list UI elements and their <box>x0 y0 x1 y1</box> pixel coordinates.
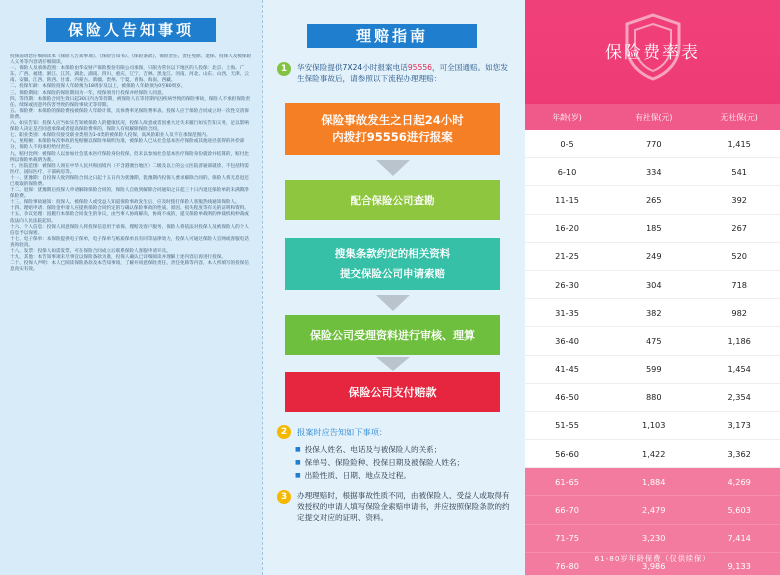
claims-intro-text <box>297 62 513 84</box>
table-cell: 1,422 <box>642 448 666 459</box>
notice-paragraph: 三、保险期间：本保险的保险期间为一年，续保须另行投保并经保险人同意。 <box>10 90 167 96</box>
flow-step-report <box>285 103 500 155</box>
premium-table-title: 保险费率表 <box>605 43 700 63</box>
table-cell: 1,454 <box>727 364 751 375</box>
step-number-badge: 3 <box>277 490 291 504</box>
notice-paragraph: 一、保险人及承保范围：本保险由华安财产保险股份有限公司承保，只限为常住以下地区的人投保：北京、上海、广东、广西、福建、浙江、江苏、湖北、湖南、四川、重庆、辽宁、吉林、黑龙江、河南、河北、山东、山西、天津、云南、安徽、江西、陕西、甘肃、内蒙古、新疆、贵州、宁夏、青海、海南、西藏。 <box>10 66 249 84</box>
table-cell: 16-20 <box>555 223 579 234</box>
table-row-renewal <box>525 468 780 496</box>
table-cell: 265 <box>645 194 662 205</box>
notice-paragraph: 七、职业类别：本保险仅接受职业类别为1-4类的被保险人投保，高风险职业人员不在承保范围内。 <box>10 133 211 139</box>
list-item: ■ 保单号、保险险种、投保日期及被保险人姓名； <box>295 456 513 469</box>
notice-paragraph: 八、免赔额：本保险每次事故的免赔额以保险单载明为准，被保险人已从社会基本医疗保险或其他途径获得的补偿部分，保险人不再承担给付责任。 <box>10 139 245 151</box>
table-cell: 1,884 <box>642 476 666 487</box>
flow-step-text: 搜集条款约定的相关资料 <box>334 248 451 260</box>
table-cell: 0-5 <box>560 138 574 149</box>
table-cell: 982 <box>731 307 747 318</box>
column-header: 无社保(元) <box>720 112 758 122</box>
table-row <box>525 130 780 158</box>
table-row <box>525 158 780 186</box>
renewal-footnote: 61-80岁年龄保费（仅供续保） <box>594 554 711 563</box>
table-row <box>525 412 780 440</box>
claims-guide-title: 理赔指南 <box>307 24 477 48</box>
notice-paragraph: 二十、投保人声明：本人已阅读保险条款及本告知事项，了解并同意保险责任、责任免除等内容，本人所填写的投保信息真实有效。 <box>10 261 249 273</box>
notice-paragraph: 十三、保险事故通知：投保人、被保险人或受益人知道保险事故发生后，应及时拨打保险人客服热线通知保险人。 <box>10 200 240 206</box>
claim-note-text: 办理理赔时，根据事故性质不同，由被保险人、受益人或取得有效授权的申请人填写保险金索赔申请书，并应按照保险条款的约定提交对应的证明、资料。 <box>297 491 510 522</box>
table-cell: 5,603 <box>727 505 751 516</box>
table-cell: 520 <box>731 251 747 262</box>
table-cell: 76-80 <box>555 561 579 572</box>
down-arrow-icon <box>376 160 410 176</box>
notice-column <box>0 0 262 575</box>
flow-step-text: 保险公司受理资料进行审核、理算 <box>310 329 475 342</box>
notice-paragraph: 五、保险费：本保险的保险费按被保险人年龄计算，具体费率见保险费率表。投保人应于保险合同成立时一次性交清保险费。 <box>10 108 249 120</box>
table-cell: 1,415 <box>727 138 751 149</box>
table-cell: 185 <box>645 223 662 234</box>
table-cell: 1,103 <box>642 420 666 431</box>
table-cell: 6-10 <box>557 166 577 177</box>
table-cell: 31-35 <box>555 307 579 318</box>
notice-paragraph: 十九、其他：本告知事项未尽事宜以保险条款为准，投保人确认已详细阅读并理解上述内容后再进行投保。 <box>10 255 226 261</box>
notice-paragraph: 四、等待期：本保险合同生效日起30日内为等待期，被保险人在等待期内因疾病导致的保险事故，保险人不承担保险责任。续保或因意外伤害导致的保险事故无等待期。 <box>10 96 251 108</box>
table-cell: 2,479 <box>642 505 666 516</box>
table-cell: 770 <box>645 138 662 149</box>
report-items <box>277 425 513 482</box>
table-row-renewal <box>525 496 780 524</box>
notice-paragraph: 六、如实告知：投保人应当如实告知被保险人的健康状况，投保人故意或者因重大过失未履行如实告知义务，足以影响保险人决定是否同意承保或者提高保险费率的，保险人有权解除保险合同。 <box>10 121 249 133</box>
table-cell: 1,186 <box>727 335 751 346</box>
flow-step-survey <box>285 180 500 220</box>
flow-step-collect <box>285 238 500 290</box>
table-cell: 21-25 <box>555 251 579 262</box>
table-row <box>525 440 780 468</box>
table-cell: 41-45 <box>555 364 579 375</box>
table-cell: 249 <box>645 251 662 262</box>
table-cell: 3,173 <box>727 420 751 431</box>
table-cell: 11-15 <box>555 194 579 205</box>
table-cell: 4,269 <box>727 476 751 487</box>
table-cell: 2,354 <box>727 392 751 403</box>
table-cell: 46-50 <box>555 392 579 403</box>
flow-step-text: 内拨打95556进行报案 <box>332 130 453 144</box>
column-header: 有社保(元) <box>635 112 673 122</box>
claims-intro <box>277 62 513 84</box>
table-cell: 392 <box>731 194 747 205</box>
notice-paragraph: 投保前请您仔细阅读本《保险人告知事项》、《保险告知书》、《保险条款》，保险责任、责任免除、退保、投保人及被保险人义务等内容请仔细阅读。 <box>10 54 252 66</box>
report-items-header <box>277 425 513 439</box>
table-cell: 475 <box>645 335 662 346</box>
table-cell: 61-65 <box>555 476 579 487</box>
notice-paragraph: 十六、个人信息：投保人同意保险人将投保信息用于承保、理赔及客户服务，保险人将依法对投保人及被保险人的个人信息予以保密。 <box>10 224 249 236</box>
table-row <box>525 299 780 327</box>
flow-step-text: 保险公司支付赔款 <box>348 386 437 399</box>
report-items-list <box>295 443 513 482</box>
table-cell: 7,414 <box>727 533 751 544</box>
table-cell: 382 <box>645 307 662 318</box>
table-cell: 267 <box>731 223 747 234</box>
premium-table <box>525 104 780 575</box>
table-cell: 71-75 <box>555 533 579 544</box>
table-cell: 3,986 <box>642 561 666 572</box>
table-cell: 51-55 <box>555 420 579 431</box>
down-arrow-icon <box>376 357 410 373</box>
table-cell: 36-40 <box>555 335 579 346</box>
column-header: 年龄(岁) <box>552 112 582 122</box>
intro-prefix: 华安保险提供7X24小时报案电话 <box>297 63 408 72</box>
table-row <box>525 186 780 214</box>
table-header-row <box>525 104 780 130</box>
list-item: ■ 出险性质、日期、地点及过程。 <box>295 469 513 482</box>
notice-paragraph: 十二、退保：犹豫期后投保人申请解除保险合同的，保险人自收到解除合同通知之日起三十日内退还保险单的未满期净保险费。 <box>10 188 249 200</box>
notice-paragraph: 十七、电子保单：本保险提供电子保单，电子保单与纸质保单具有同等法律效力，投保人可通过保险人官网或客服电话查询验真。 <box>10 236 249 248</box>
down-arrow-icon <box>376 295 410 311</box>
table-row-renewal <box>525 525 780 553</box>
table-cell: 541 <box>731 166 747 177</box>
notice-paragraph: 十四、理赔申请：保险金申请人应提供保险合同约定的与确认保险事故的性质、原因、损失程度等有关的证明和资料。 <box>10 206 249 212</box>
notice-paragraph: 二、投保年龄：本保险投保人年龄须为18周岁及以上，被保险人年龄须为0至80周岁。 <box>10 84 186 90</box>
step-number-badge: 2 <box>277 425 291 439</box>
premium-table-column <box>525 0 780 575</box>
table-row <box>525 215 780 243</box>
claim-note <box>277 490 515 523</box>
intro-suffix: ，可全国通赔。如您发生保险事故后，请参照以下流程办理理赔： <box>297 63 508 83</box>
table-row <box>525 327 780 355</box>
table-row <box>525 356 780 384</box>
hotline-number: 95556 <box>407 63 432 72</box>
table-cell: 599 <box>645 364 662 375</box>
table-cell: 880 <box>645 392 662 403</box>
table-cell: 304 <box>645 279 662 290</box>
table-cell: 334 <box>645 166 662 177</box>
table-cell: 66-70 <box>555 505 579 516</box>
notice-paragraph: 十八、发票：投保人如需发票，可在保险合同成立后联系保险人客服申请开具。 <box>10 249 171 254</box>
report-items-title: 报案时应告知如下事项： <box>297 426 388 437</box>
table-cell: 718 <box>731 279 747 290</box>
notice-paragraph: 九、赔付比例：被保险人以参加社会基本医疗保险身份投保，但未以参加社会基本医疗保险身份就诊并结算的，赔付比例以保险单载明为准。 <box>10 151 249 163</box>
notice-body <box>10 54 252 574</box>
table-row <box>525 271 780 299</box>
flow-step-text: 提交保险公司申请索赔 <box>340 268 445 280</box>
notice-paragraph: 十五、争议处理：因履行本保险合同发生的争议，由当事人协商解决，协商不成的，提交保险单载明的仲裁机构仲裁或依法向人民法院起诉。 <box>10 212 249 224</box>
table-cell: 9,133 <box>727 561 751 572</box>
list-item: ■ 投保人姓名、电话及与被保险人的关系； <box>295 443 513 456</box>
table-cell: 3,230 <box>642 533 666 544</box>
table-row <box>525 384 780 412</box>
flow-step-text: 保险事故发生之日起24小时 <box>321 113 464 127</box>
flow-step-review <box>285 315 500 355</box>
flow-step-payment <box>285 372 500 412</box>
table-cell: 26-30 <box>555 279 579 290</box>
table-cell: 56-60 <box>555 448 579 459</box>
notice-paragraph: 十一、犹豫期：自投保人收到保险合同之日起十五日内为犹豫期，犹豫期内投保人要求解除合同的，保险人将无息退还已收取的保险费。 <box>10 175 249 187</box>
flow-step-text: 配合保险公司查勘 <box>350 194 435 207</box>
claims-guide-column <box>262 0 525 575</box>
notice-title: 保险人告知事项 <box>46 18 216 42</box>
step-number-badge: 1 <box>277 62 291 76</box>
table-cell: 3,362 <box>727 448 751 459</box>
notice-paragraph: 十、医院范围：被保险人须在中华人民共和国境内（不含港澳台地区）二级及以上的公立医院普通部就诊，不包括特需医疗、国际医疗、干部病房等。 <box>10 163 249 175</box>
table-row <box>525 243 780 271</box>
